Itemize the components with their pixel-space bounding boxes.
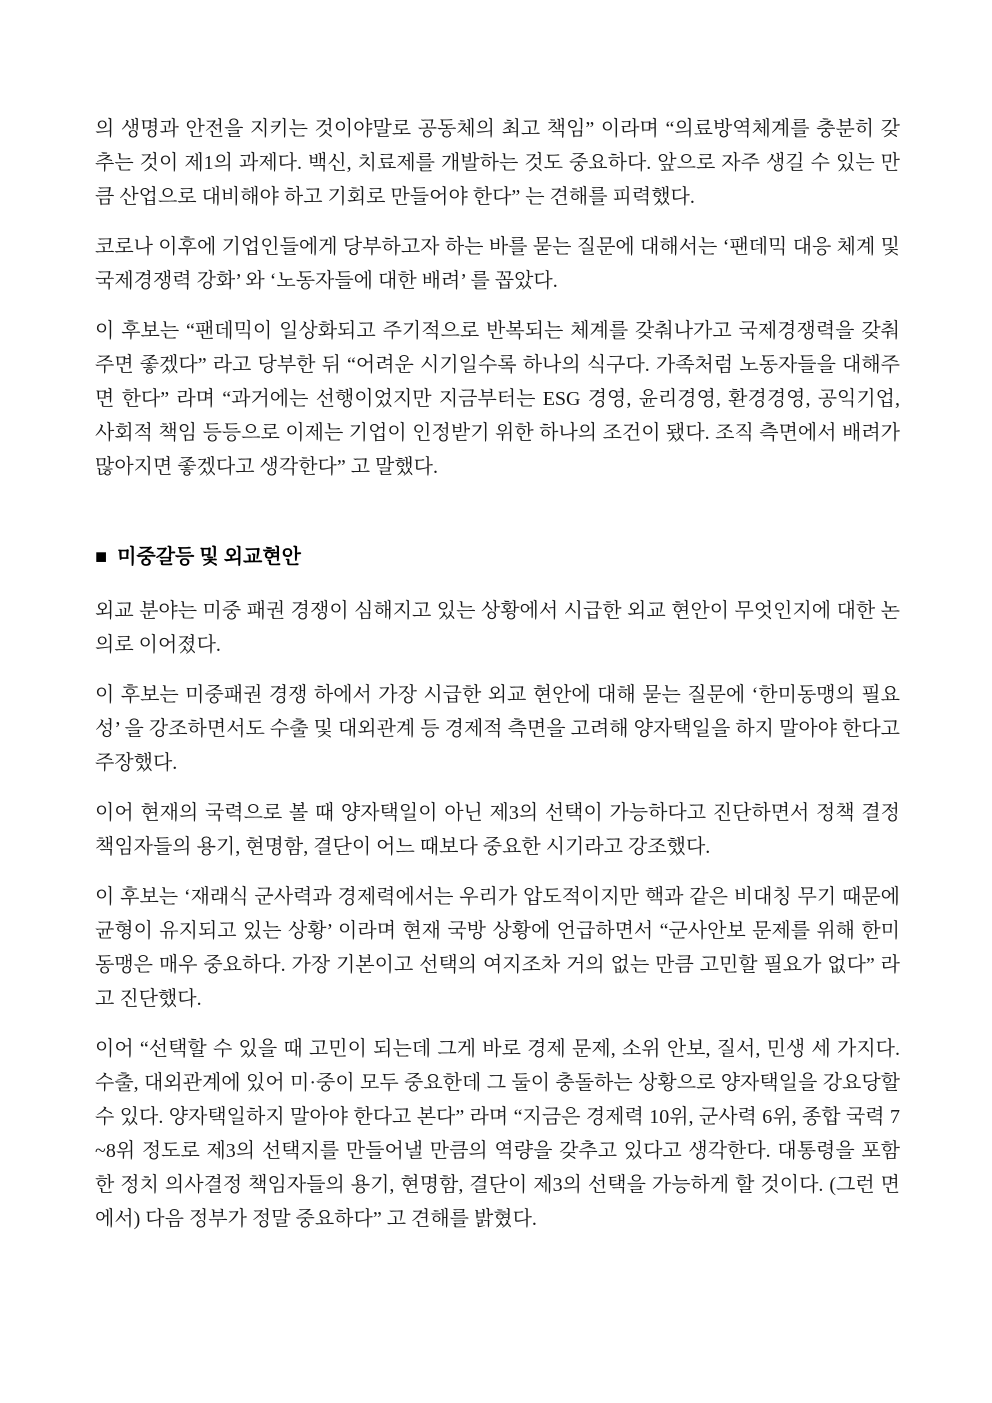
square-bullet-marker: ■	[95, 546, 108, 568]
body-paragraph: 이 후보는 “팬데믹이 일상화되고 주기적으로 반복되는 체계를 갖춰나가고 국제경쟁력을 갖춰주면 좋겠다” 라고 당부한 뒤 “어려운 시기일수록 하나의 식구다. 가족처럼 노동자들을 대해주면 한다” 라며 “과거에는 선행이었지만 지금부터는 ESG 경영, 윤리경영, 환경경영, 공익기업, 사회적 책임 등등으로 이제는 기업이 인정받기 위한 하나의 조건이 됐다. 조직 측면에서 배려가 많아지면 좋겠다고 생각한다” 고 말했다.	[95, 320, 900, 478]
body-paragraph: 외교 분야는 미중 패권 경쟁이 심해지고 있는 상황에서 시급한 외교 현안이 무엇인지에 대한 논의로 이어졌다.	[95, 600, 900, 656]
body-paragraph: 이어 “선택할 수 있을 때 고민이 되는데 그게 바로 경제 문제, 소위 안보, 질서, 민생 세 가지다. 수출, 대외관계에 있어 미·중이 모두 중요한데 그 둘이 충돌하는 상황으로 양자택일을 강요당할 수 있다. 양자택일하지 말아야 한다고 본다” 라며 “지금은 경제력 10위, 군사력 6위, 종합 국력 7~8위 정도로 제3의 선택지를 만들어낼 만큼의 역량을 갖추고 있다고 생각한다. 대통령을 포함한 정치 의사결정 책임자들의 용기, 현명함, 결단이 제3의 선택을 가능하게 할 것이다. (그런 면에서) 다음 정부가 정말 중요하다” 고 견해를 밝혔다.	[95, 1038, 900, 1230]
section-heading-title: 미중갈등 및 외교현안	[117, 546, 301, 568]
body-paragraph: 이어 현재의 국력으로 볼 때 양자택일이 아닌 제3의 선택이 가능하다고 진단하면서 정책 결정 책임자들의 용기, 현명함, 결단이 어느 때보다 중요한 시기라고 강조했다.	[95, 802, 900, 858]
body-paragraph: 이 후보는 미중패권 경쟁 하에서 가장 시급한 외교 현안에 대해 묻는 질문에 ‘한미동맹의 필요성’ 을 강조하면서도 수출 및 대외관계 등 경제적 측면을 고려해 양자택일을 하지 말아야 한다고 주장했다.	[95, 684, 900, 774]
body-paragraph: 코로나 이후에 기업인들에게 당부하고자 하는 바를 묻는 질문에 대해서는 ‘팬데믹 대응 체계 및 국제경쟁력 강화’ 와 ‘노동자들에 대한 배려’ 를 꼽았다.	[95, 236, 900, 292]
section-heading	[95, 540, 900, 574]
body-paragraph: 의 생명과 안전을 지키는 것이야말로 공동체의 최고 책임” 이라며 “의료방역체계를 충분히 갖추는 것이 제1의 과제다. 백신, 치료제를 개발하는 것도 중요하다. 앞으로 자주 생길 수 있는 만큼 산업으로 대비해야 하고 기회로 만들어야 한다” 는 견해를 피력했다.	[95, 118, 900, 208]
body-paragraph: 이 후보는 ‘재래식 군사력과 경제력에서는 우리가 압도적이지만 핵과 같은 비대칭 무기 때문에 균형이 유지되고 있는 상황’ 이라며 현재 국방 상황에 언급하면서 “군사안보 문제를 위해 한미동맹은 매우 중요하다. 가장 기본이고 선택의 여지조차 거의 없는 만큼 고민할 필요가 없다” 라고 진단했다.	[95, 886, 900, 1010]
